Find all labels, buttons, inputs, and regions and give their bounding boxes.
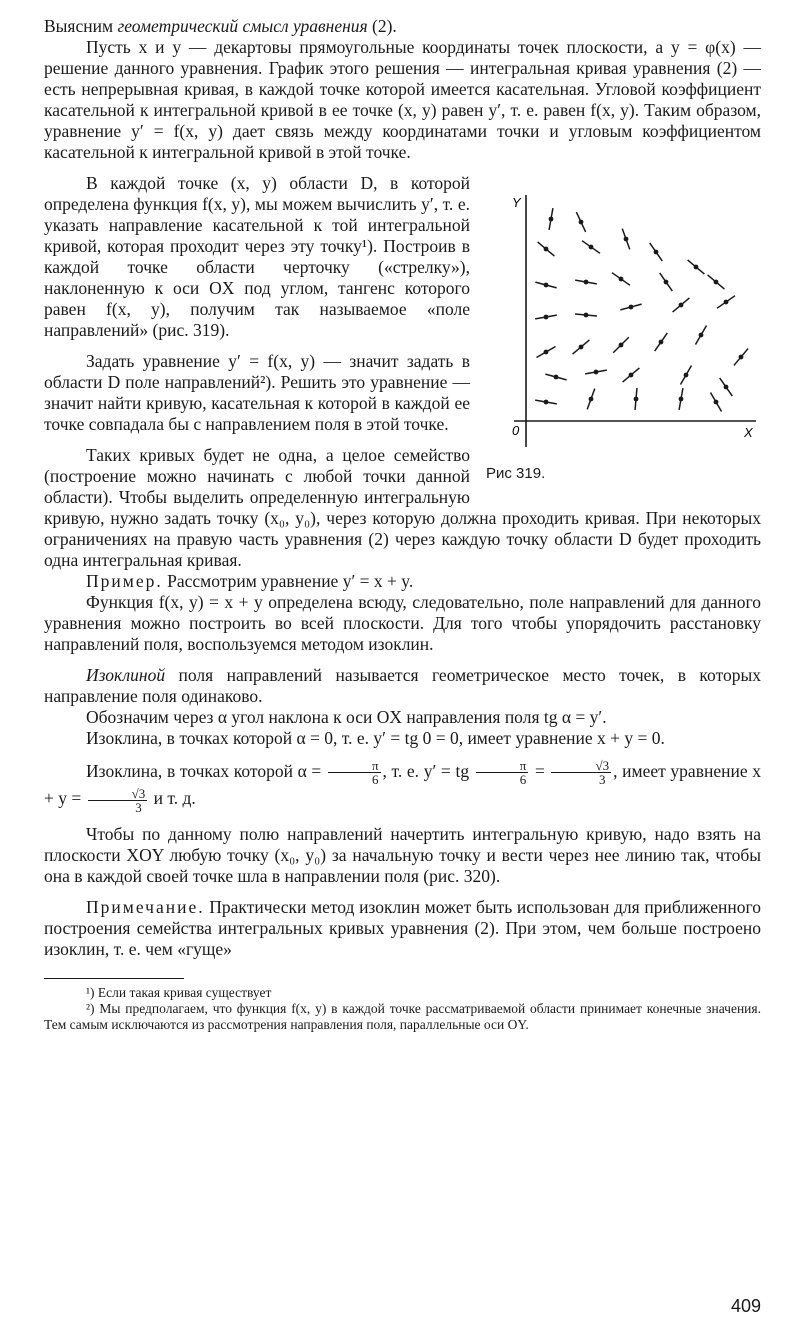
direction-point — [584, 280, 589, 285]
direction-point — [624, 237, 629, 242]
direction-point — [579, 345, 584, 350]
direction-point — [549, 217, 554, 222]
footnote-rule — [44, 978, 184, 979]
direction-point — [544, 350, 549, 355]
direction-point — [589, 397, 594, 402]
direction-point — [629, 373, 634, 378]
page-number: 409 — [730, 1296, 761, 1316]
direction-point — [714, 280, 719, 285]
paragraph-3: Задать уравнение y′ = f(x, y) — значит задать в области D поле направлений²). Решить это уравнение — значит найти кривую, касательная к которой в каждой ее точке совпадала бы с направлением поля в этой точке. — [44, 351, 470, 434]
direction-point — [554, 375, 559, 380]
direction-point — [699, 333, 704, 338]
direction-point — [694, 265, 699, 270]
paragraph-1: Пусть x и y — декартовы прямоугольные координаты точек плоскости, а y = φ(x) — решение данного уравнения. График этого решения — интегральная кривая уравнения (2) — есть непрерывная кривая, в каждой точке которой имеется касательная. Угловой коэффициент касательной к интегральной кривой в ее точке (x, y) равен y′, т. е. равен f(x, y). Таким образом, уравнение y′ = f(x, y) дает связь между координатами точки и угловым коэффициентом касательной к интегральной кривой в этой точке. — [44, 37, 761, 162]
direction-point — [724, 300, 729, 305]
direction-point — [684, 373, 689, 378]
paragraph-2: Y X 0 Рис 319. В каждой точке (x, y) области D, в которой определена функция f(x, y), мы можем вычислить y′, т. е. указать направление касательной к той интегральной кривой, которая проходит через эту точку¹). Построив в каждой точке области черточку («стрелку»), наклоненную к оси OX под углом, тангенс которого равен f(x, y), получим так называемое «поле направлений» (рис. 319). — [44, 173, 761, 341]
direction-point — [679, 397, 684, 402]
example-paragraph: Пример. Рассмотрим уравнение y′ = x + y. — [86, 571, 414, 591]
direction-point — [589, 245, 594, 250]
paragraph-10: Чтобы по данному полю направлений начертить интегральную кривую, надо взять на плоскости XOY любую точку (x₀, y₀) за начальную точку и вести через нее линию так, чтобы она в каждой своей точке шла в направлении поля (рис. 320). — [44, 823, 761, 886]
direction-point — [619, 277, 624, 282]
direction-point — [544, 283, 549, 288]
direction-point — [654, 250, 659, 255]
paragraph-4: Таких кривых будет не одна, а целое семейство (построение можно начинать с любой точки данной области). Чтобы выделить определенную интегральную кривую, нужно задать точку (x₀, y₀), через которую должна проходить кривая. При некоторых ограничениях на правую часть уравнения (2) через каждую точку области D будет проходить одна интегральная кривая. — [44, 445, 761, 570]
direction-point — [679, 303, 684, 308]
note-paragraph: Примечание. Практически метод изоклин может быть использован для приближенного построения семейства интегральных кривых уравнения (2). При этом, чем больше построено изоклин, т. е. чем «гуще» — [44, 896, 761, 959]
direction-point — [664, 280, 669, 285]
isocline-definition: Изоклиной поля направлений называется геометрическое место точек, в которых направление поля одинаково. — [44, 665, 761, 706]
figure-caption: Рис 319. — [486, 465, 546, 482]
direction-marks — [535, 208, 748, 411]
direction-point — [544, 315, 549, 320]
direction-point — [544, 247, 549, 252]
paragraph-8: Изоклина, в точках которой α = 0, т. е. y′ = tg 0 = 0, имеет уравнение x + y = 0. — [86, 728, 665, 748]
section-heading: Выясним геометрический смысл уравнения (2). — [44, 16, 397, 36]
fraction-sqrt3-3-eq: $\frac{√3}{3}$ — [88, 787, 148, 814]
footnote-2: ²) Мы предполагаем, что функция f(x, y) в каждой точке рассматриваемой области принимает конечные значения. Тем самым исключаются из рассмотрения направления поля, параллельные оси OY. — [44, 1000, 761, 1032]
direction-field-diagram — [486, 177, 761, 462]
paragraph-5: Функция f(x, y) = x + y определена всюду, следовательно, поле направлений для данного уравнения можно построить во всей плоскости. Для того чтобы упорядочить расстановку направлений поля, воспользуемся методом изоклин. — [44, 592, 761, 654]
direction-point — [544, 400, 549, 405]
direction-point — [659, 340, 664, 345]
direction-point — [619, 343, 624, 348]
direction-point — [594, 370, 599, 375]
direction-point — [579, 220, 584, 225]
fraction-sqrt3-3: $\frac{√3}{3}$ — [551, 759, 611, 786]
direction-point — [724, 385, 729, 390]
paragraph-7: Обозначим через α угол наклона к оси OX направления поля tg α = y′. — [86, 707, 607, 727]
footnote-1: ¹) Если такая кривая существует — [86, 984, 272, 1000]
x-axis-label: X — [744, 425, 753, 440]
direction-point — [739, 355, 744, 360]
figure-319 — [486, 177, 761, 484]
direction-point — [584, 313, 589, 318]
y-axis-label: Y — [512, 195, 521, 210]
origin-label: 0 — [512, 423, 520, 438]
direction-point — [629, 305, 634, 310]
direction-point — [634, 397, 639, 402]
fraction-pi-6: $\frac{\pi}{6}$ — [328, 759, 381, 786]
paragraph-9: Изоклина, в точках которой α = $\frac{\pi}{6}$ , т. е. y′ = tg $\frac{\pi}{6}$ = $\frac{√3}{3}$ , имеет уравнение x + y = $\frac{√3}{3}$ и т. д. — [44, 758, 761, 815]
fraction-pi-6-tg: $\frac{\pi}{6}$ — [476, 759, 529, 786]
direction-point — [714, 400, 719, 405]
